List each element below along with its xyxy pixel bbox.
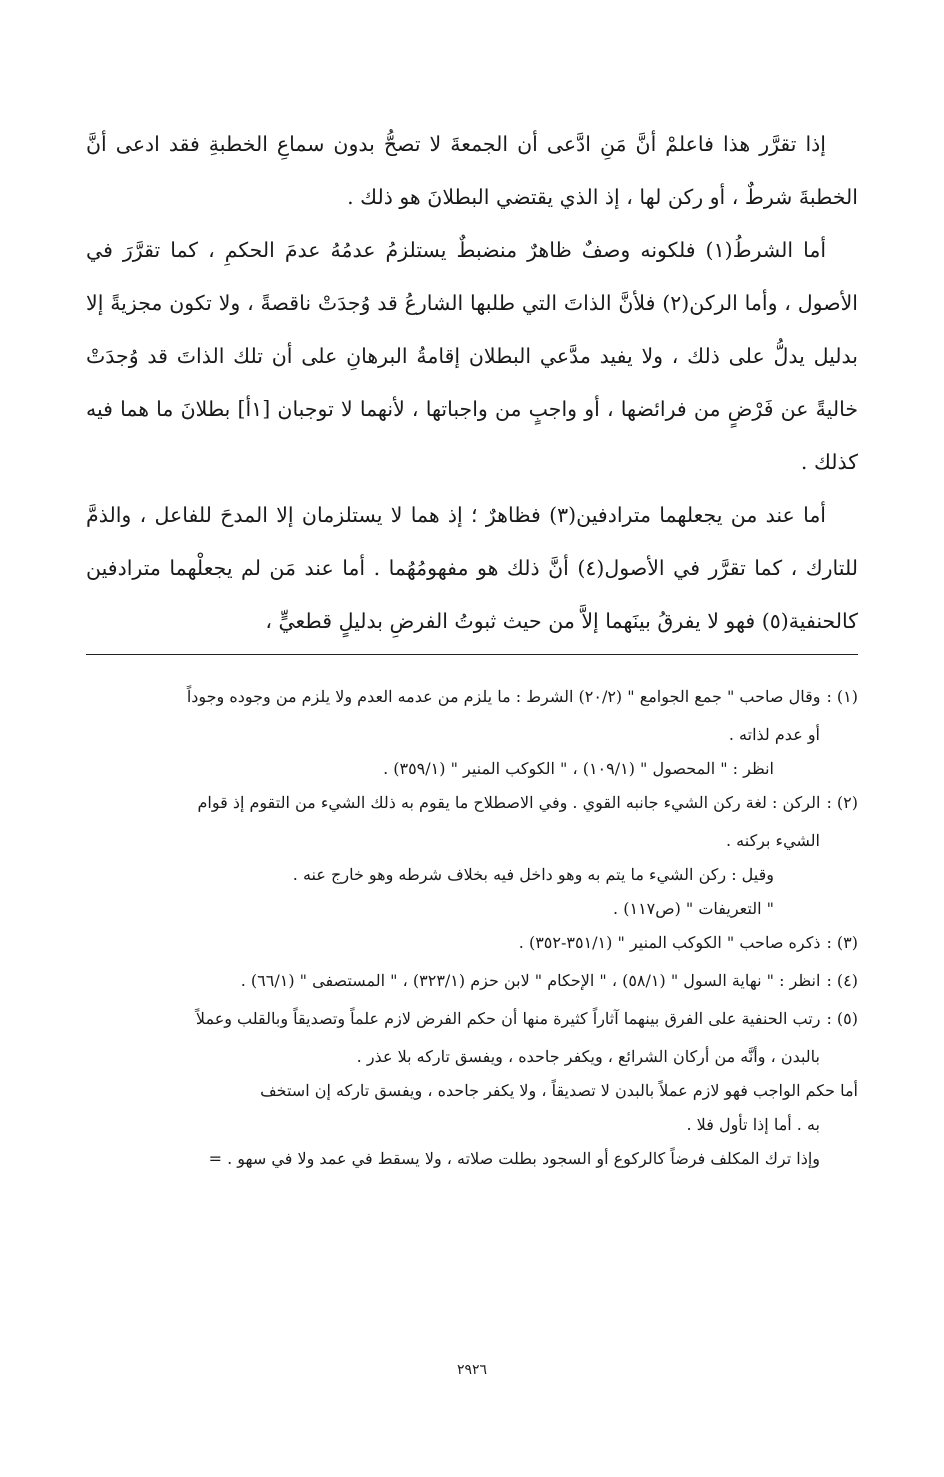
page-number: ٢٩٢٦: [456, 1362, 488, 1378]
footnote-1-label: (١) :: [826, 687, 858, 706]
footnote-3-label: (٣) :: [826, 933, 858, 952]
body-paragraph-1: إذا تقرَّر هذا فاعلمْ أنَّ مَنِ ادَّعى أن الجمعةَ لا تصحُّ بدون سماعِ الخطبةِ فقد ادعى أنَّ الخطبةَ شرطٌ ، أو ركن لها ، إذ الذي يقتضي البطلانَ هو ذلك .: [86, 132, 858, 209]
footnote-4: [86, 964, 858, 998]
footnote-5-continuation: بالبدن ، وأنَّه من أركان الشرائع ، ويكفر جاحده ، ويفسق تاركه بلا عذر .: [356, 1047, 820, 1066]
footnote-5-text: رتب الحنفية على الفرق بينهما آثاراً كثيرة منها أن حكم الفرض لازم علماً وتصديقاً وبالقلب وعملاً: [195, 1009, 821, 1028]
footnotes: [86, 680, 858, 1176]
footnote-5-paragraph-2-continuation: به . أما إذا تأول فلا .: [686, 1115, 820, 1134]
body-paragraph-2: أما الشرطُ(١) فلكونه وصفٌ ظاهرٌ منضبطٌ يستلزمُ عدمُهُ عدمَ الحكمِ ، كما تقرَّرَ في الأصول ، وأما الركن(٢) فلأنَّ الذاتَ التي طلبها الشارعُ قد وُجدَتْ ناقصةً ، ولا تكون مجزيةً إلا بدليل يدلُّ على ذلك ، ولا يفيد مدَّعي البطلان إقامةُ البرهانِ على أن تلك الذاتَ قد وُجدَتْ خاليةً عن فَرْضٍ من فرائضها ، أو واجبٍ من واجباتها ، لأنهما لا توجبان [١أ] بطلانَ ما هما فيه كذلك .: [86, 238, 858, 474]
footnote-2-label: (٢) :: [826, 793, 858, 812]
footnote-1-continuation: أو عدم لذاته .: [728, 725, 820, 744]
footnote-3-text: ذكره صاحب " الكوكب المنير " (٣٥١/١-٣٥٢) .: [518, 933, 821, 952]
footnote-5: [86, 1002, 858, 1036]
footnote-4-label: (٤) :: [826, 971, 858, 990]
footnote-1: [86, 680, 858, 714]
footnote-2-extra: وقيل : ركن الشيء ما يتم به وهو داخل فيه بخلاف شرطه وهو خارج عنه .: [292, 865, 774, 884]
footnote-5-paragraph-3: وإذا ترك المكلف فرضاً كالركوع أو السجود بطلت صلاته ، ولا يسقط في عمد ولا في سهو . =: [208, 1149, 820, 1168]
footnote-2-text: الركن : لغة ركن الشيء جانبه القوي . وفي الاصطلاح ما يقوم به ذلك الشيء من التقوم إذ قوام: [197, 793, 821, 812]
footnote-5-label: (٥) :: [826, 1009, 858, 1028]
footnote-2-reference: " التعريفات " (ص١١٧) .: [613, 899, 774, 918]
footnote-3: [86, 926, 858, 960]
footnote-separator: [86, 654, 858, 655]
footnote-1-text: وقال صاحب " جمع الجوامع " (٢٠/٢) الشرط : ما يلزم من عدمه العدم ولا يلزم من وجوده وجوداً: [186, 687, 821, 706]
footnote-2: [86, 786, 858, 820]
body-paragraph-3: أما عند من يجعلهما مترادفين(٣) فظاهرٌ ؛ إذ هما لا يستلزمان إلا المدحَ للفاعل ، والذمَّ للتارك ، كما تقرَّر في الأصول(٤) أنَّ ذلك هو مفهومُهُما . أما عند مَن لم يجعلْهما مترادفين كالحنفية(٥) فهو لا يفرقُ بينَهما إلاَّ من حيث ثبوتُ الفرضِ بدليلٍ قطعيٍّ ،: [86, 503, 859, 633]
main-text: [86, 118, 858, 648]
footnote-4-text: انظر : " نهاية السول " (٥٨/١) ، " الإحكام " لابن حزم (٣٢٣/١) ، " المستصفى " (٦٦/١) .: [240, 971, 821, 990]
footnote-2-continuation: الشيء بركنه .: [725, 831, 820, 850]
footnote-1-reference: انظر : " المحصول " (١٠٩/١) ، " الكوكب المنير " (٣٥٩/١) .: [383, 759, 774, 778]
footnote-5-paragraph-2: أما حكم الواجب فهو لازم عملاً بالبدن لا تصديقاً ، ولا يكفر جاحده ، ويفسق تاركه إن استخف: [260, 1081, 858, 1100]
